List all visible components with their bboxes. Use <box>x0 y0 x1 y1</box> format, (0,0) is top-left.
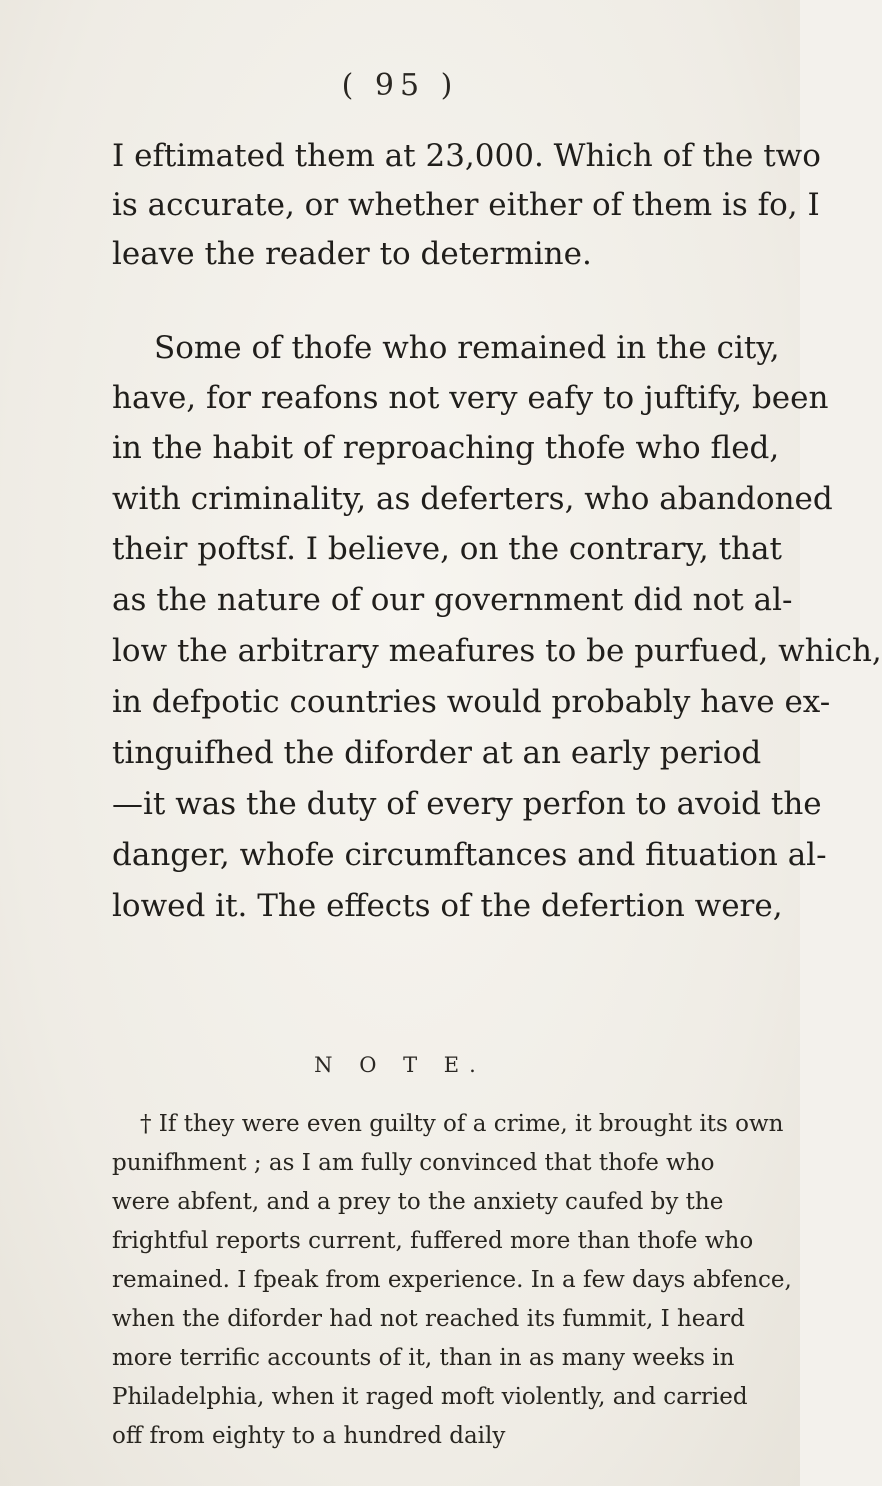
footnote-line: more terrific accounts of it, than in as many weeks in <box>112 1345 735 1371</box>
footnote-line: † If they were even guilty of a crime, it brought its own <box>140 1111 784 1137</box>
footnote-line: off from eighty to a hundred daily <box>112 1423 506 1449</box>
footnote-line: remained. I fpeak from experience. In a few days abfence, <box>112 1267 792 1293</box>
text-line: in defpotic countries would probably have ex- <box>112 684 831 720</box>
text-line: tinguifhed the diforder at an early period <box>112 735 762 771</box>
text-line: their poftsf. I believe, on the contrary, that <box>112 531 782 567</box>
text-line: Some of thofe who remained in the city, <box>154 330 780 366</box>
footnote-line: when the diforder had not reached its fummit, I heard <box>112 1306 745 1332</box>
text-line: with criminality, as deferters, who abandoned <box>112 481 833 517</box>
text-line: leave the reader to determine. <box>112 236 592 272</box>
footnote-line: frightful reports current, fuffered more than thofe who <box>112 1228 754 1254</box>
text-line: have, for reafons not very eafy to juftify, been <box>112 380 829 416</box>
text-line: is accurate, or whether either of them is fo, I <box>112 187 820 223</box>
note-heading: N O T E. <box>314 1053 486 1077</box>
text-line: lowed it. The effects of the defertion were, <box>112 888 783 924</box>
footnote-line: punifhment ; as I am fully convinced that thofe who <box>112 1150 715 1176</box>
text-line: in the habit of reproaching thofe who fled, <box>112 430 780 466</box>
footnote-line: Philadelphia, when it raged moft violently, and carried <box>112 1384 748 1410</box>
text-line: I eftimated them at 23,000. Which of the two <box>112 138 821 174</box>
text-line: as the nature of our government did not al- <box>112 582 793 618</box>
footnote-line: were abfent, and a prey to the anxiety caufed by the <box>112 1189 724 1215</box>
page-number: ( 95 ) <box>341 68 459 103</box>
text-line: danger, whofe circumftances and fituation al- <box>112 837 827 873</box>
text-line: low the arbitrary meafures to be purfued, which, <box>112 633 882 669</box>
text-line: —it was the duty of every perfon to avoid the <box>112 786 822 822</box>
